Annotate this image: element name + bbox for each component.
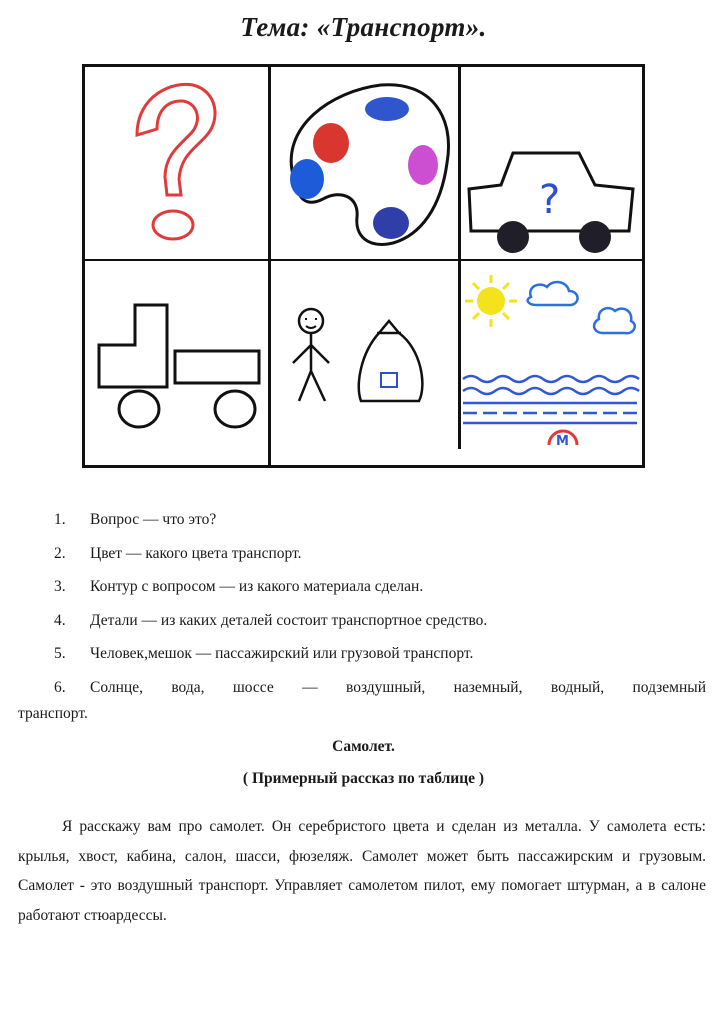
cloud-icon-2 bbox=[594, 308, 635, 333]
cell-truck bbox=[85, 261, 268, 465]
cell-sun-water-road bbox=[461, 261, 642, 465]
paint-blob-blue-top bbox=[365, 97, 409, 121]
story-subheading: ( Примерный рассказ по таблице ) bbox=[242, 770, 485, 787]
car-question-mark: ? bbox=[539, 177, 561, 223]
question-dot bbox=[153, 211, 193, 239]
car-wheel-front bbox=[497, 221, 529, 253]
sun-icon bbox=[465, 275, 517, 327]
person-head bbox=[299, 309, 323, 333]
water-waves bbox=[463, 376, 639, 394]
person-icon bbox=[271, 261, 458, 465]
list-item bbox=[0, 644, 706, 678]
cell-palette bbox=[271, 67, 458, 259]
question-list bbox=[0, 510, 706, 730]
cloud-icon bbox=[528, 282, 578, 305]
list-item-number: 3. bbox=[54, 578, 66, 595]
list-item-text: Вопрос — что это? bbox=[90, 511, 217, 528]
story-heading: Самолет. bbox=[332, 738, 395, 755]
cell-question-mark bbox=[85, 67, 268, 259]
person-body bbox=[293, 333, 329, 401]
truck-cab bbox=[99, 305, 167, 387]
list-item bbox=[0, 510, 706, 544]
truck-wheel-front bbox=[119, 391, 159, 427]
list-item-text: Детали — из каких деталей состоит транспортное средство. bbox=[90, 611, 488, 629]
question-icon bbox=[85, 67, 268, 259]
paint-blob-navy bbox=[373, 207, 409, 239]
list-item-text: Контур с вопросом — из какого материала сделан. bbox=[90, 578, 424, 595]
list-item-number: 1. bbox=[54, 511, 66, 528]
sack-icon bbox=[359, 321, 423, 401]
page-title: Тема: «Транспорт». bbox=[240, 12, 487, 42]
list-item-number: 5. bbox=[54, 645, 66, 662]
metro-icon bbox=[549, 431, 577, 449]
car-icon bbox=[461, 67, 642, 259]
truck-wheel-rear bbox=[215, 391, 255, 427]
list-item-text: Цвет — какого цвета транспорт. bbox=[90, 544, 302, 562]
story-text: Я расскажу вам про самолет. Он серебристого цвета и сделан из металла. У самолета есть: крылья, хвост, кабина, салон, шасси, фюзеляж. Самолет может быть пассажирским и грузовым. Самолет - это воздушный транспорт. Управляет самолетом пилот, ему помогает штурман, а в салоне работают стюардессы. bbox=[18, 818, 706, 924]
road bbox=[463, 403, 637, 423]
truck-trailer bbox=[175, 351, 259, 383]
palette-icon bbox=[271, 67, 458, 259]
list-item-continuation: транспорт. bbox=[18, 704, 88, 722]
truck-icon bbox=[85, 261, 268, 465]
list-item-number: 2. bbox=[54, 544, 66, 562]
list-item-number: 4. bbox=[54, 611, 66, 629]
list-item-text: Человек,мешок — пассажирский или грузовой транспорт. bbox=[90, 645, 474, 662]
question-mark-outline bbox=[137, 84, 215, 195]
paint-blob-magenta bbox=[408, 145, 438, 185]
landscape-icon bbox=[461, 261, 642, 465]
cell-person-and-sack bbox=[271, 261, 458, 465]
list-item bbox=[0, 678, 706, 730]
picture-table bbox=[82, 64, 645, 468]
list-item bbox=[0, 611, 706, 645]
paint-blob-blue bbox=[290, 159, 324, 199]
list-item bbox=[0, 577, 706, 611]
list-item bbox=[0, 544, 706, 578]
metro-letter: М bbox=[556, 434, 569, 449]
list-item-text: Солнце, вода, шоссе — воздушный, наземный, водный, подземный bbox=[90, 678, 706, 696]
paint-blob-red bbox=[313, 123, 349, 163]
cell-car-with-question bbox=[461, 67, 642, 259]
car-wheel-rear bbox=[579, 221, 611, 253]
sack-patch bbox=[381, 373, 397, 387]
person-face bbox=[305, 319, 317, 328]
list-item-number: 6. bbox=[54, 678, 66, 696]
